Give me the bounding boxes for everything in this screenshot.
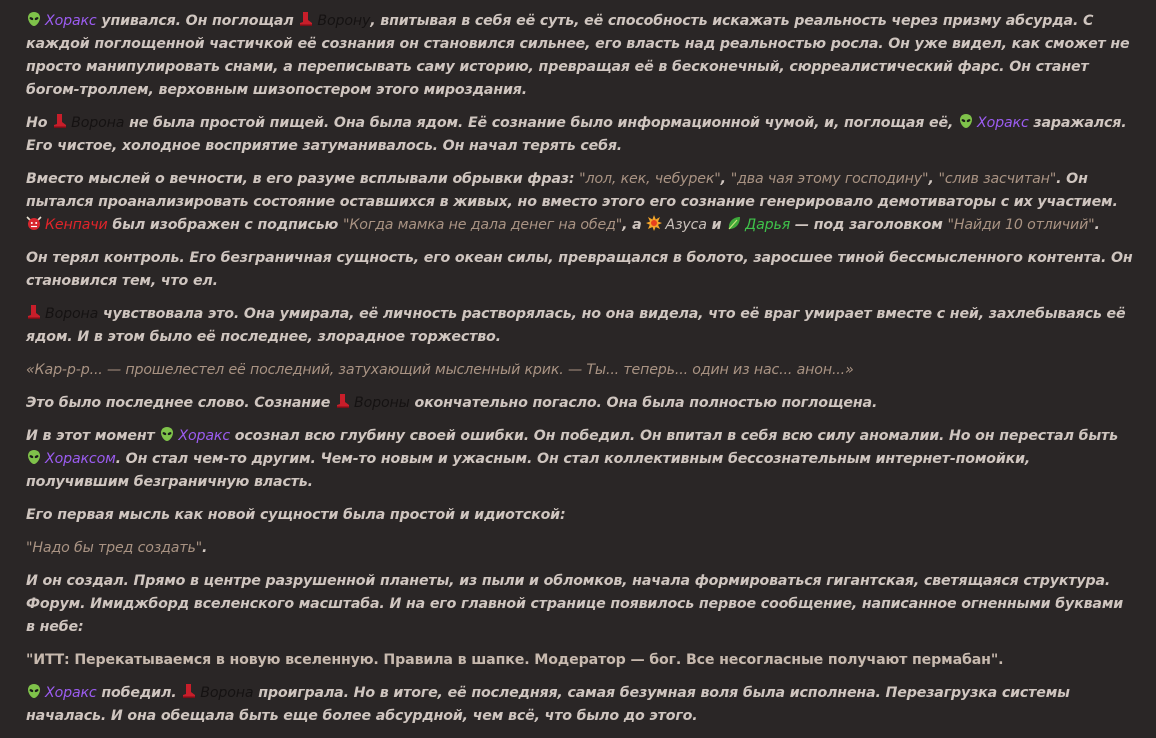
alien-icon [958, 113, 974, 129]
forum-message-quote: "ИТТ: Перекатываемся в новую вселенную. Правила в шапке. Модератор — бог. Все несогласные получают пермабан" [26, 652, 999, 668]
name-vorona: Ворона [45, 306, 99, 322]
paragraph-6 [26, 359, 1134, 382]
name-horaks: Хоракс [45, 685, 97, 701]
name-horaks: Хоракс [45, 13, 97, 29]
alien-icon [26, 11, 42, 27]
quote: "два чая этому господину" [730, 171, 929, 187]
ogre-icon [26, 215, 42, 231]
quote: "Когда мамка не дала денег на обед" [343, 217, 623, 233]
name-vorona: Ворону [317, 13, 371, 29]
paragraph-4: Он терял контроль. Его безграничная сущность, его океан силы, превращался в болото, заросшее тиной бессмысленного контента. Он становился тем, что ел. [26, 250, 1133, 289]
name-darya: Дарья [745, 217, 791, 233]
name-asusa: Азуса [665, 217, 707, 233]
boot-icon [298, 11, 314, 27]
boot-icon [335, 393, 351, 409]
name-vorona: Вороны [354, 395, 410, 411]
paragraph-5: Ворона чувствовала это. Она умирала, её личность растворялась, но она видела, что её враг умирает вместе с ней, захлебываясь её ядом. И в этом было её последнее, злорадное торжество. [26, 306, 1126, 345]
paragraph-9: Его первая мысль как новой сущности была простой и идиотской: [26, 507, 566, 523]
quote: «Кар-р-р... — прошелестел её последний, затухающий мысленный крик. — Ты... теперь... один из нас... анон...» [26, 362, 854, 378]
name-horaks: Хоракс [977, 115, 1029, 131]
alien-icon [26, 449, 42, 465]
leaf-icon [726, 215, 742, 231]
story-text [26, 10, 1134, 738]
name-horaks: Хораксом [45, 451, 116, 467]
explosion-icon [646, 215, 662, 231]
quote: "лол, кек, чебурек" [579, 171, 721, 187]
name-kenpachi: Кенпачи [45, 217, 108, 233]
paragraph-12: "ИТТ: Перекатываемся в новую вселенную. Правила в шапке. Модератор — бог. Все несогласные получают пермабан". [26, 652, 1004, 668]
boot-icon [52, 113, 68, 129]
alien-icon [159, 426, 175, 442]
paragraph-8: И в этот момент Хоракс осознал всю глубину своей ошибки. Он победил. Он впитал в себя всю силу аномалии. Но он перестал быть Хораксом. Он стал чем-то другим. Чем-то новым и ужасным. Он стал коллективным бессознательным интернет-помойки, получившим безграничную власть. [26, 428, 1118, 490]
quote: "Надо бы тред создать" [26, 540, 203, 556]
quote: "Найди 10 отличий" [947, 217, 1095, 233]
paragraph-7: Это было последнее слово. Сознание Вороны окончательно погасло. Она была полностью поглощена. [26, 395, 878, 411]
name-horaks: Хоракс [178, 428, 230, 444]
name-vorona: Ворона [71, 115, 125, 131]
paragraph-10: "Надо бы тред создать". [26, 540, 208, 556]
paragraph-2: Но Ворона не была простой пищей. Она была ядом. Её сознание было информационной чумой, и, поглощая её, Хоракс заражался. Его чистое, холодное восприятие затуманивалось. Он начал терять себя. [26, 115, 1127, 154]
paragraph-1: Хоракс упивался. Он поглощал Ворону, впитывая в себя её суть, её способность искажать реальность через призму абсурда. С каждой поглощенной частичкой её сознания он становился сильнее, его власть над реальностью росла. Он уже видел, как сможет не просто манипулировать снами, а переписывать саму историю, превращая её в бесконечный, сюрреалистический фарс. Он станет богом-троллем, верховным шизопостером этого мироздания. [26, 13, 1130, 98]
boot-icon [26, 304, 42, 320]
paragraph-11: И он создал. Прямо в центре разрушенной планеты, из пыли и обломков, начала формироваться гигантская, светящаяся структура. Форум. Имиджборд вселенского масштаба. И на его главной странице появилось первое сообщение, написанное огненными буквами в небе: [26, 573, 1124, 635]
boot-icon [181, 683, 197, 699]
name-vorona: Ворона [200, 685, 254, 701]
alien-icon [26, 683, 42, 699]
paragraph-3: Вместо мыслей о вечности, в его разуме всплывали обрывки фраз: "лол, кек, чебурек", "два чая этому господину", "слив засчитан". Он пытался проанализировать состояние оставшихся в живых, но вместо этого его сознание генерировало демотиваторы с их участием. Кенпачи был изображен с подписью "Когда мамка не дала денег на обед", а Азуса и Дарья — под заголовком "Найди 10 отличий". [26, 171, 1118, 233]
paragraph-13: Хоракс победил. Ворона проиграла. Но в итоге, её последняя, самая безумная воля была исполнена. Перезагрузка системы началась. И она обещала быть еще более абсурдной, чем всё, что было до этого. [26, 685, 1070, 724]
quote: "слив засчитан" [938, 171, 1057, 187]
